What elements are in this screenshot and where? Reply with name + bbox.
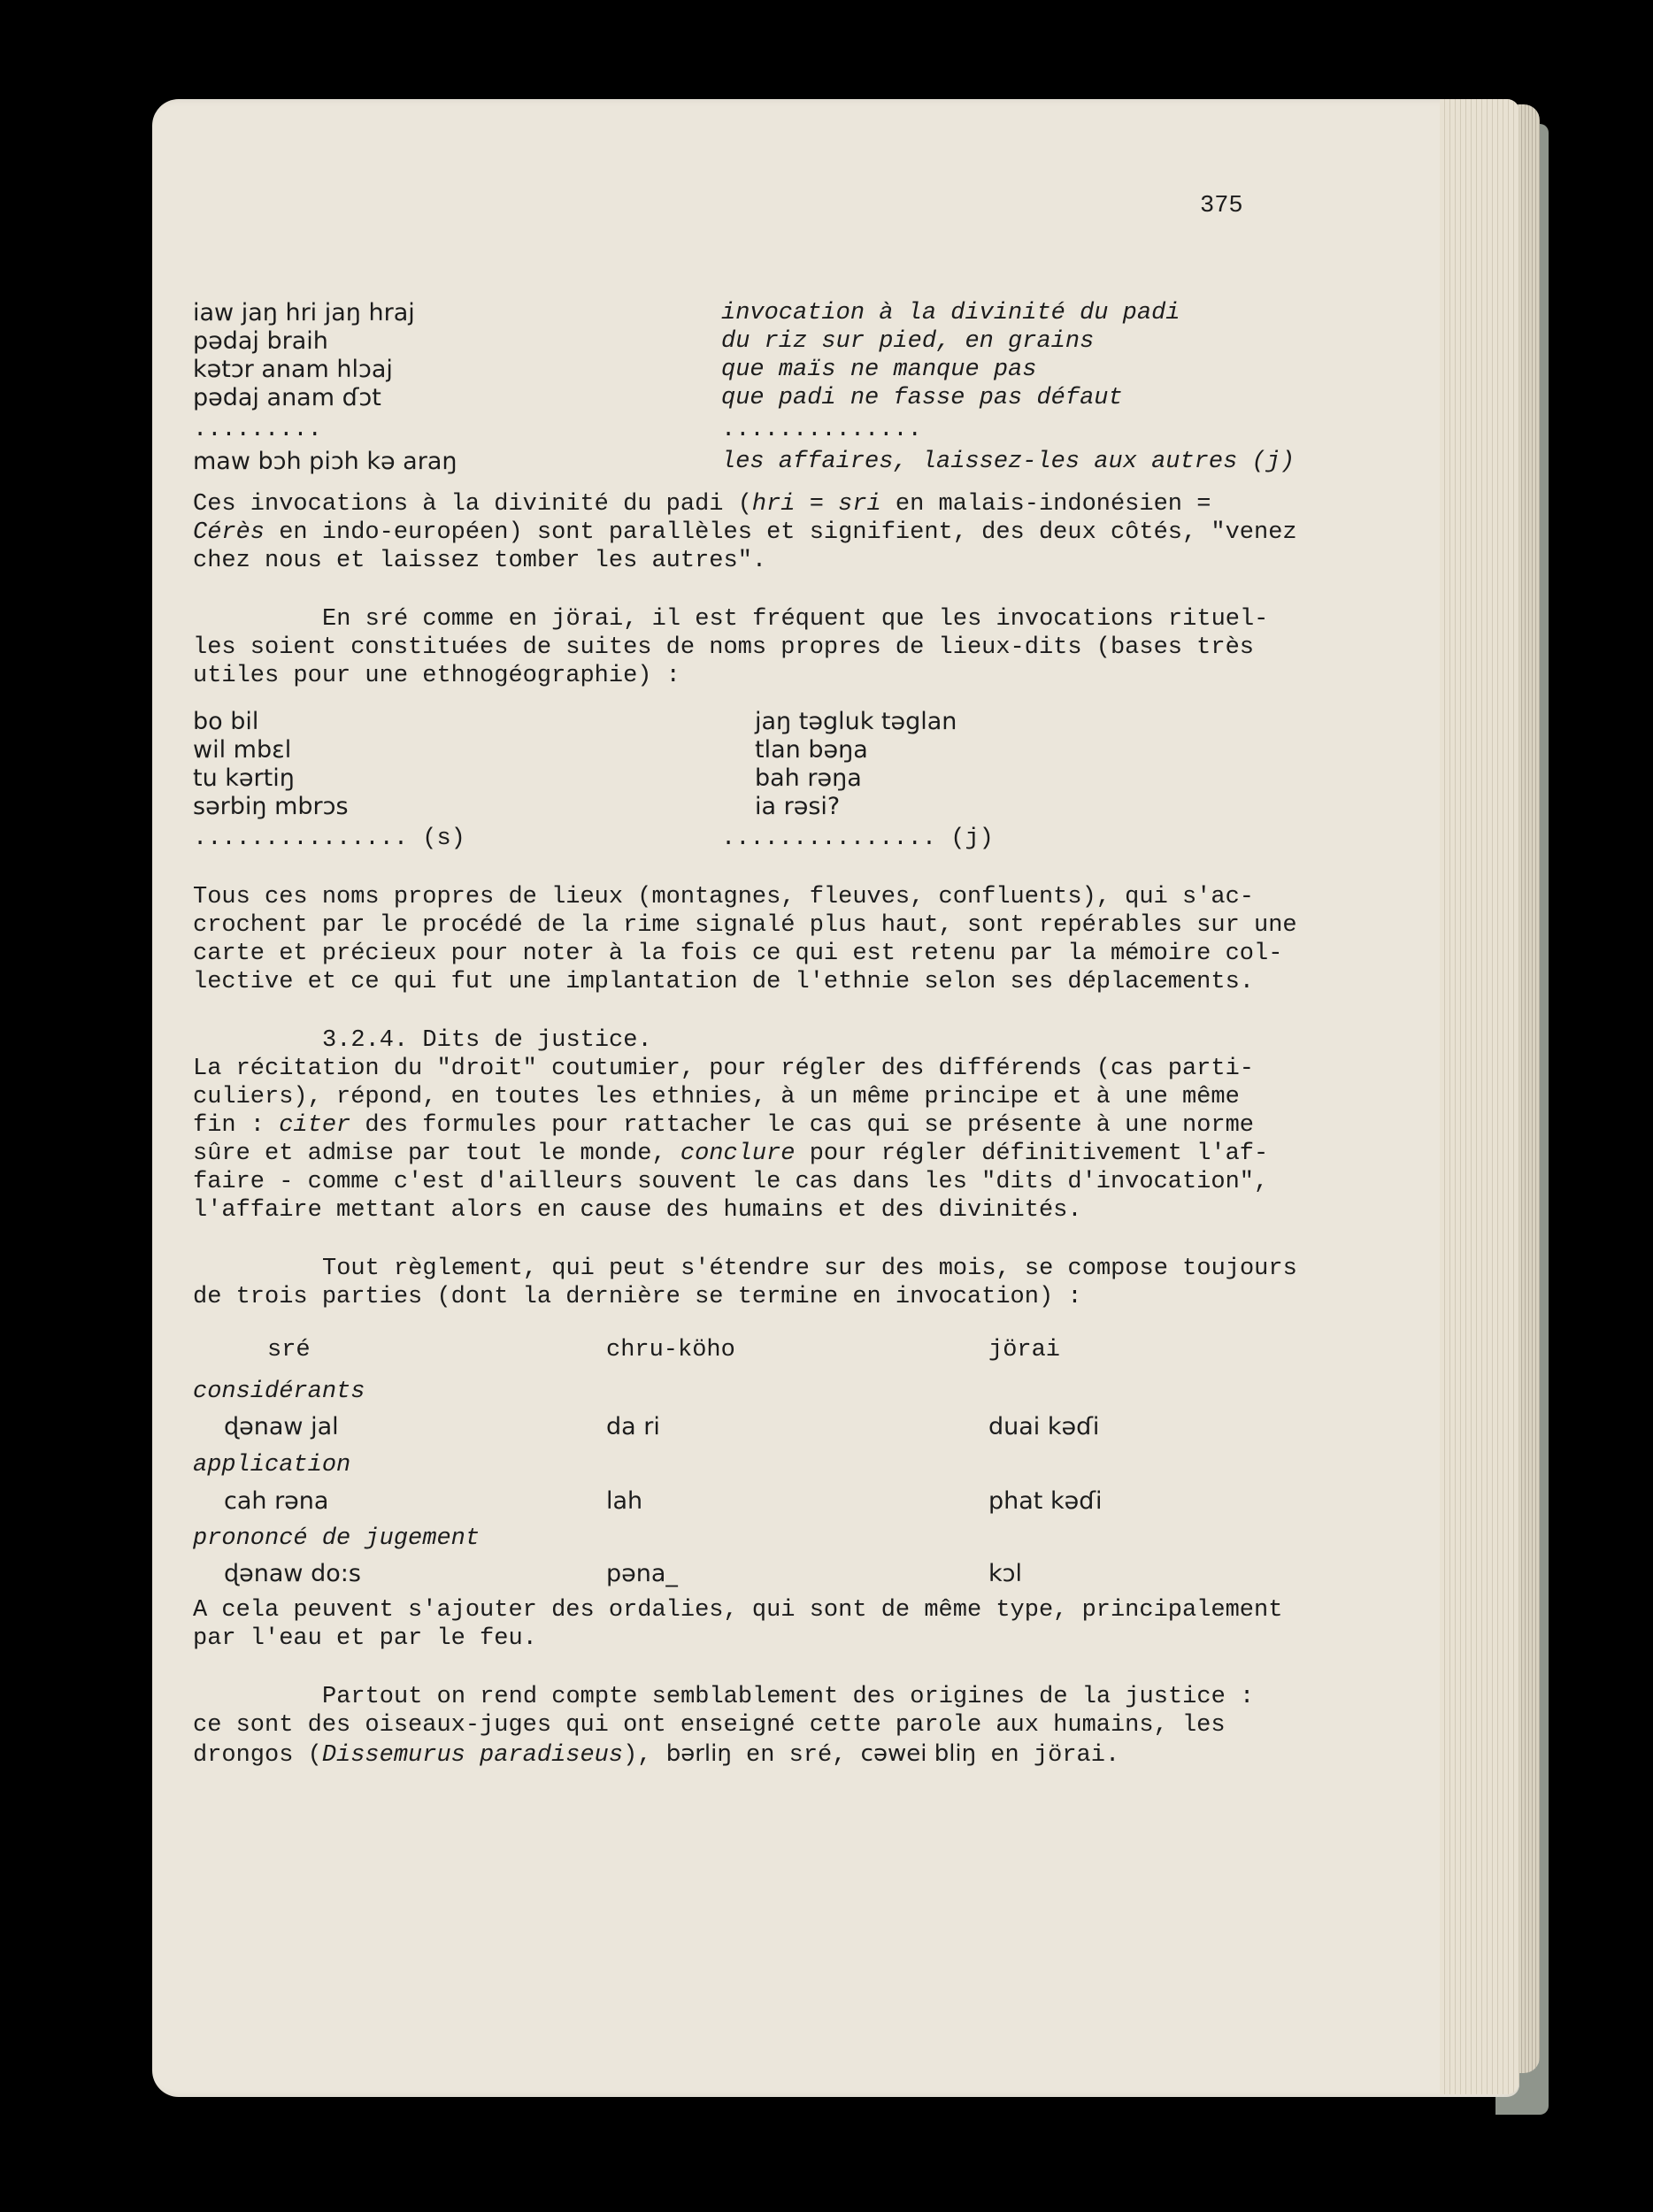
table-row-label: application (193, 1452, 351, 1479)
invocation-line: pədaj braih (193, 327, 328, 355)
place-name: bo bil (193, 708, 259, 735)
paragraph-line: par l'eau et par le feu. (193, 1625, 537, 1652)
paragraph-line: fin : citer des formules pour rattacher le cas qui se présente à une norme (193, 1112, 1255, 1139)
paragraph-line: Tout règlement, qui peut s'étendre sur des mois, se compose toujours (322, 1256, 1297, 1282)
table-cell: phat kəɗi (988, 1487, 1103, 1515)
table-row-label: considérants (193, 1379, 365, 1405)
paragraph-line: les soient constituées de suites de noms propres de lieux-dits (bases très (193, 634, 1254, 661)
place-name: tu kərtiŋ (193, 764, 295, 792)
paragraph-line: carte et précieux pour noter à la fois ce qui est retenu par la mémoire col- (193, 941, 1283, 967)
place-name: sərbiŋ mbrɔs (193, 793, 349, 820)
paragraph-line: culiers), répond, en toutes les ethnies, à un même principe et à une même (193, 1084, 1240, 1110)
invocation-line: kətɔr anam hlɔaj (193, 356, 393, 383)
translation-line: que padi ne fasse pas défaut (721, 385, 1123, 411)
table-cell: ɖənaw do:s (224, 1560, 361, 1587)
page-number: 375 (1200, 193, 1243, 219)
place-name: ............... (j) (721, 826, 994, 852)
section-heading: 3.2.4. Dits de justice. (322, 1027, 652, 1054)
table-header: jörai (988, 1337, 1061, 1363)
paragraph-line: sûre et admise par tout le monde, conclure pour régler définitivement l'af- (193, 1141, 1269, 1167)
table-cell: cah rəna (224, 1487, 329, 1515)
paragraph-line: ce sont des oiseaux-juges qui ont enseigné cette parole aux humains, les (193, 1712, 1226, 1739)
place-name: tlan bəŋa (755, 736, 868, 764)
paragraph-line: drongos (Dissemurus paradiseus), bərliŋ en sré, cəwei bliŋ en jörai. (193, 1740, 1120, 1769)
paragraph-line: Ces invocations à la divinité du padi (hri = sri en malais-indonésien = (193, 491, 1211, 518)
translation-line: .............. (721, 417, 922, 443)
paragraph-line: l'affaire mettant alors en cause des humains et des divinités. (193, 1197, 1082, 1224)
paragraph-line: En sré comme en jörai, il est fréquent que les invocations rituel- (322, 606, 1269, 633)
table-cell: duai kəɗi (988, 1413, 1100, 1440)
paragraph-line: La récitation du "droit" coutumier, pour régler des différends (cas parti- (193, 1056, 1254, 1082)
paragraph-line: lective et ce qui fut une implantation de l'ethnie selon ses déplacements. (193, 969, 1254, 995)
translation-line: les affaires, laissez-les aux autres (j) (721, 449, 1295, 475)
place-name: jaŋ təgluk təglan (755, 708, 957, 735)
paragraph-line: Cérès en indo-européen) sont parallèles et signifient, des deux côtés, "venez (193, 519, 1297, 546)
paragraph-line: utiles pour une ethnogéographie) : (193, 663, 680, 689)
invocation-line: pədaj anam ɗɔt (193, 384, 381, 411)
table-row-label: prononcé de jugement (193, 1525, 481, 1552)
page-edges (1440, 99, 1519, 2094)
paragraph-line: crochent par le procédé de la rime signalé plus haut, sont repérables sur une (193, 912, 1297, 939)
place-name: bah rəŋa (755, 764, 862, 792)
translation-line: que maïs ne manque pas (721, 357, 1037, 383)
place-name: wil mbɛl (193, 736, 292, 764)
paragraph-line: de trois parties (dont la dernière se termine en invocation) : (193, 1284, 1082, 1310)
paragraph-line: chez nous et laissez tomber les autres". (193, 548, 767, 574)
paragraph-line: A cela peuvent s'ajouter des ordalies, qui sont de même type, principalement (193, 1597, 1283, 1624)
translation-line: invocation à la divinité du padi (721, 300, 1180, 326)
invocation-line: ......... (193, 417, 322, 443)
place-name: ............... (s) (193, 826, 465, 852)
table-header: chru-köho (606, 1337, 735, 1363)
translation-line: du riz sur pied, en grains (721, 328, 1095, 355)
table-cell: kɔl (988, 1560, 1022, 1587)
paragraph-line: faire - comme c'est d'ailleurs souvent le cas dans les "dits d'invocation", (193, 1169, 1269, 1195)
invocation-line: maw bɔh piɔh kə araŋ (193, 448, 457, 475)
paragraph-line: Tous ces noms propres de lieux (montagnes, fleuves, confluents), qui s'ac- (193, 884, 1254, 910)
table-cell: lah (606, 1487, 643, 1515)
table-cell: ɖənaw jal (224, 1413, 339, 1440)
paragraph-line: Partout on rend compte semblablement des origines de la justice : (322, 1684, 1255, 1710)
table-cell: da ri (606, 1413, 660, 1440)
place-name: ia rəsi? (755, 793, 841, 820)
table-header: sré (267, 1337, 311, 1363)
table-cell: pəna_ (606, 1560, 678, 1587)
invocation-line: iaw jaŋ hri jaŋ hraj (193, 299, 415, 326)
